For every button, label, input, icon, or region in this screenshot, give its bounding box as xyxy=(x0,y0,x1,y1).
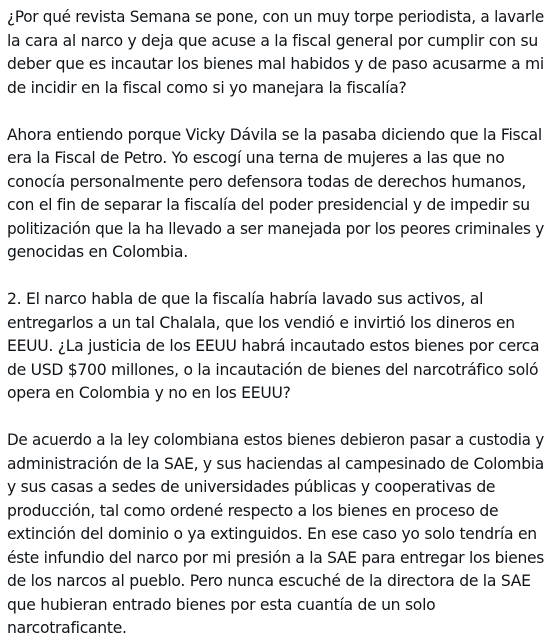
text-line: entregarlos a un tal Chalala, que los vendió e invirtió los dineros en xyxy=(7,313,515,332)
text-line: 2. El narco habla de que la fiscalía habría lavado sus activos, al xyxy=(7,290,484,308)
text-line: opera en Colombia y no en los EEUU? xyxy=(7,384,291,402)
text-line: de USD $700 millones, o la incautación de bienes del narcotráfico soló xyxy=(7,360,539,379)
post-paragraph-3 xyxy=(7,288,544,406)
text-line: éste infundio del narco por mi presión a la SAE para entregar los bienes xyxy=(7,548,544,567)
text-line: la cara al narco y deja que acuse a la fiscal general por cumplir con su xyxy=(7,31,538,50)
text-line: EEUU. ¿La justicia de los EEUU habrá incautado estos bienes por cerca xyxy=(7,337,540,355)
text-line: producción, tal como ordené respecto a los bienes en proceso de xyxy=(7,501,499,520)
text-line: deber que es incautar los bienes mal habidos y de paso acusarme a mi xyxy=(7,55,544,73)
text-line: politización que la ha llevado a ser manejada por los peores criminales y xyxy=(7,219,544,238)
text-line: de los narcos al pueblo. Pero nunca escuché de la directora de la SAE xyxy=(7,572,531,590)
post-paragraph-4 xyxy=(7,429,544,641)
text-line: extinción del dominio o ya extinguidos. En ese caso yo solo tendría en xyxy=(7,525,537,543)
text-line: con el fin de separar la fiscalía del poder presidencial y de impedir su xyxy=(7,196,530,214)
text-line: que hubieran entrado bienes por esta cuantía de un solo xyxy=(7,595,436,614)
text-line: De acuerdo a la ley colombiana estos bienes debieron pasar a custodia y xyxy=(7,431,544,449)
post-paragraph-2 xyxy=(7,124,544,265)
text-line: y sus casas a sedes de universidades públicas y cooperativas de xyxy=(7,478,496,496)
text-line: conocía personalmente pero defensora todas de derechos humanos, xyxy=(7,172,526,191)
text-line: era la Fiscal de Petro. Yo escogí una terna de mujeres a las que no xyxy=(7,149,505,167)
text-line: de incidir en la fiscal como si yo manejara la fiscalía? xyxy=(7,78,407,97)
text-line: Ahora entiendo porque Vicky Dávila se la pasaba diciendo que la Fiscal xyxy=(7,125,542,144)
text-line: narcotraficante. xyxy=(7,619,127,637)
post-paragraph-1 xyxy=(7,6,544,100)
text-line: ¿Por qué revista Semana se pone, con un muy torpe periodista, a lavarle xyxy=(7,8,544,26)
text-line: genocidas en Colombia. xyxy=(7,243,188,261)
text-line: administración de la SAE, y sus haciendas al campesinado de Colombia xyxy=(7,454,544,473)
